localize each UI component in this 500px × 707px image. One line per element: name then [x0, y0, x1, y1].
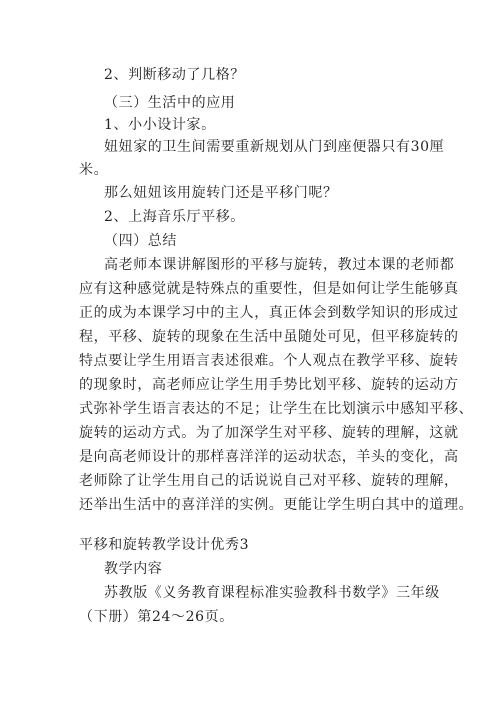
- summary-line: 的现象时，高老师应让学生用手势比划平移、旋转的运动方: [79, 377, 459, 393]
- paragraph-line: 米。: [79, 162, 109, 178]
- paragraph-line: 那么妞妞该用旋转门还是平移门呢？: [104, 185, 338, 201]
- subsection-heading: 1、小小设计家。: [104, 117, 216, 133]
- summary-line: 正的成为本课学习中的主人，真正体会到数学知识的形成过: [79, 305, 459, 321]
- summary-line: 高老师本课讲解图形的平移与旋转，教过本课的老师都: [104, 257, 455, 273]
- summary-line: 还举出生活中的喜洋洋的实例。更能让学生明白其中的道理。: [79, 497, 474, 513]
- summary-line: 特点要让学生用语言表述很难。个人观点在教学平移、旋转: [79, 353, 459, 369]
- section-heading: （四）总结: [104, 233, 177, 249]
- summary-line: 式弥补学生语言表达的不足；让学生在比划演示中感知平移、: [79, 401, 474, 417]
- summary-line: 是向高老师设计的那样喜洋洋的运动状态，羊头的变化，高: [79, 449, 459, 465]
- document-title: 平移和旋转教学设计优秀3: [79, 537, 250, 553]
- summary-line: 旋转的运动方式。为了加深学生对平移、旋转的理解，这就: [79, 425, 459, 441]
- section-heading: 教学内容: [104, 561, 163, 577]
- paragraph-line: 妞妞家的卫生间需要重新规划从门到座便器只有30厘: [104, 139, 445, 155]
- content-line: （下册）第24～26页。: [79, 609, 234, 625]
- summary-line: 老师除了让学生用自己的话说说自己对平移、旋转的理解，: [79, 473, 459, 489]
- section-heading: （三）生活中的应用: [104, 95, 236, 111]
- question-line: 2、判断移动了几格？: [104, 67, 245, 83]
- content-line: 苏教版《义务教育课程标准实验教科书数学》三年级: [104, 585, 440, 601]
- subsection-heading: 2、上海音乐厅平移。: [104, 209, 245, 225]
- summary-line: 应有这种感觉就是特殊点的重要性，但是如何让学生能够真: [79, 281, 459, 297]
- summary-line: 程，平移、旋转的现象在生活中虽随处可见，但平移旋转的: [79, 329, 459, 345]
